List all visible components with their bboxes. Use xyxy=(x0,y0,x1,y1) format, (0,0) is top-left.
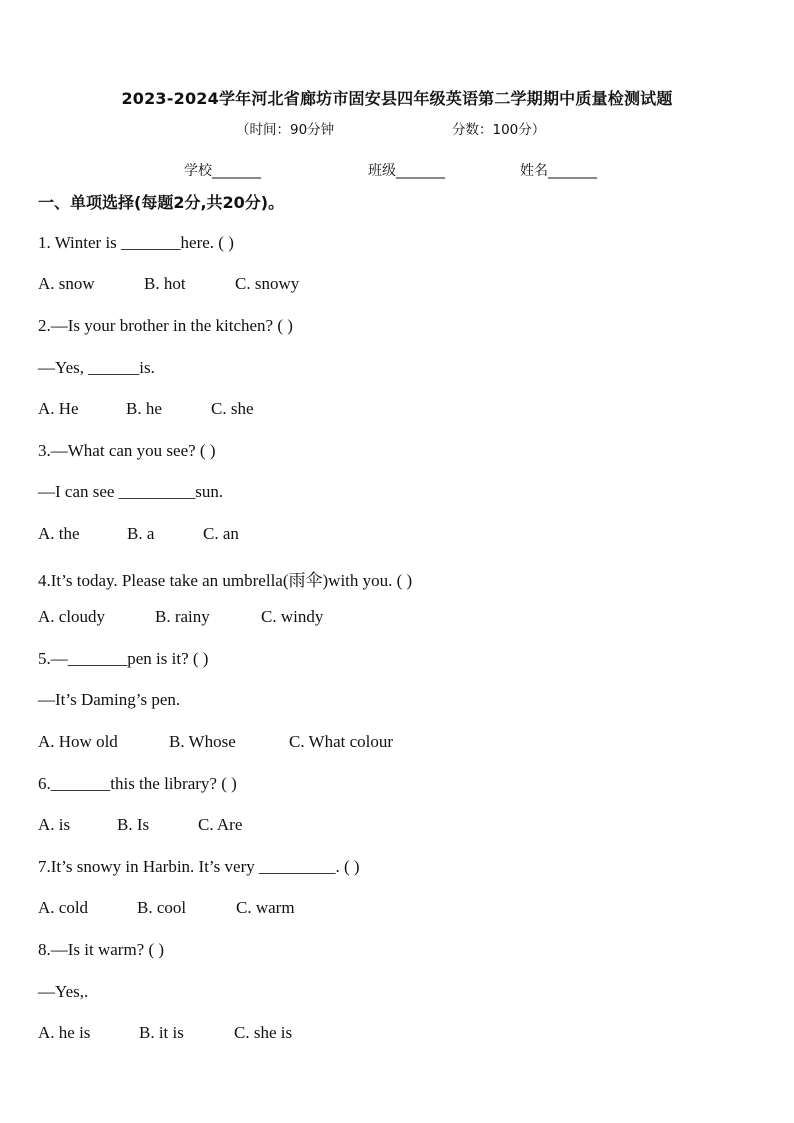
question-5-stem: 5.—_______pen is it? ( ) xyxy=(38,649,209,668)
option-c: C. she is xyxy=(234,1023,293,1042)
option-b: B. Is xyxy=(117,815,150,834)
question-5-options xyxy=(38,732,393,752)
question-7-stem: 7.It’s snowy in Harbin. It’s very _________. ( ) xyxy=(38,857,360,876)
option-b: B. he xyxy=(126,399,162,418)
option-a: A. cold xyxy=(38,898,89,917)
name-field: 姓名_______ xyxy=(520,163,597,179)
option-a: A. He xyxy=(38,399,79,418)
question-1-options xyxy=(38,274,299,294)
option-a: A. is xyxy=(38,815,71,834)
question-2-stem: 2.—Is your brother in the kitchen? ( ) xyxy=(38,316,293,335)
option-c: C. she xyxy=(211,399,254,418)
question-4-stem: 4.It’s today. Please take an umbrella(雨伞)with you. ( ) xyxy=(38,571,413,590)
question-7-options xyxy=(38,898,295,918)
question-8-stem: 8.—Is it warm? ( ) xyxy=(38,940,165,959)
option-a: A. he is xyxy=(38,1023,91,1042)
option-b: B. Whose xyxy=(169,732,236,751)
class-field: 班级_______ xyxy=(368,163,445,179)
question-1-stem: 1. Winter is _______here. ( ) xyxy=(38,233,234,252)
question-3-options xyxy=(38,524,239,544)
total-score: 分数：100分） xyxy=(452,122,546,138)
option-c: C. Are xyxy=(198,815,243,834)
question-3-reply: —I can see _________sun. xyxy=(38,482,224,501)
section-title: 一、单项选择(每题2分,共20分)。 xyxy=(38,193,285,212)
question-6-options xyxy=(38,815,242,835)
question-4-options xyxy=(38,607,323,627)
option-c: C. an xyxy=(203,524,239,543)
question-8-options xyxy=(38,1023,292,1043)
option-b: B. cool xyxy=(137,898,187,917)
option-a: A. cloudy xyxy=(38,607,106,626)
question-5-reply: —It’s Daming’s pen. xyxy=(38,690,181,709)
option-b: B. a xyxy=(127,524,155,543)
option-a: A. the xyxy=(38,524,80,543)
question-8-reply: —Yes,. xyxy=(38,982,89,1001)
option-a: A. How old xyxy=(38,732,118,751)
question-2-reply: —Yes, ______is. xyxy=(38,358,155,377)
option-c: C. windy xyxy=(261,607,324,626)
option-c: C. warm xyxy=(236,898,295,917)
option-b: B. rainy xyxy=(155,607,210,626)
time-limit: （时间：90分钟 xyxy=(236,122,335,138)
option-c: C. snowy xyxy=(235,274,300,293)
option-b: B. hot xyxy=(144,274,186,293)
exam-title: 2023-2024学年河北省廊坊市固安县四年级英语第二学期期中质量检测试题 xyxy=(121,89,673,108)
option-b: B. it is xyxy=(139,1023,184,1042)
option-c: C. What colour xyxy=(289,732,394,751)
school-field: 学校_______ xyxy=(184,163,261,179)
option-a: A. snow xyxy=(38,274,95,293)
question-6-stem: 6._______this the library? ( ) xyxy=(38,774,237,793)
question-2-options xyxy=(38,399,254,419)
question-3-stem: 3.—What can you see? ( ) xyxy=(38,441,216,460)
